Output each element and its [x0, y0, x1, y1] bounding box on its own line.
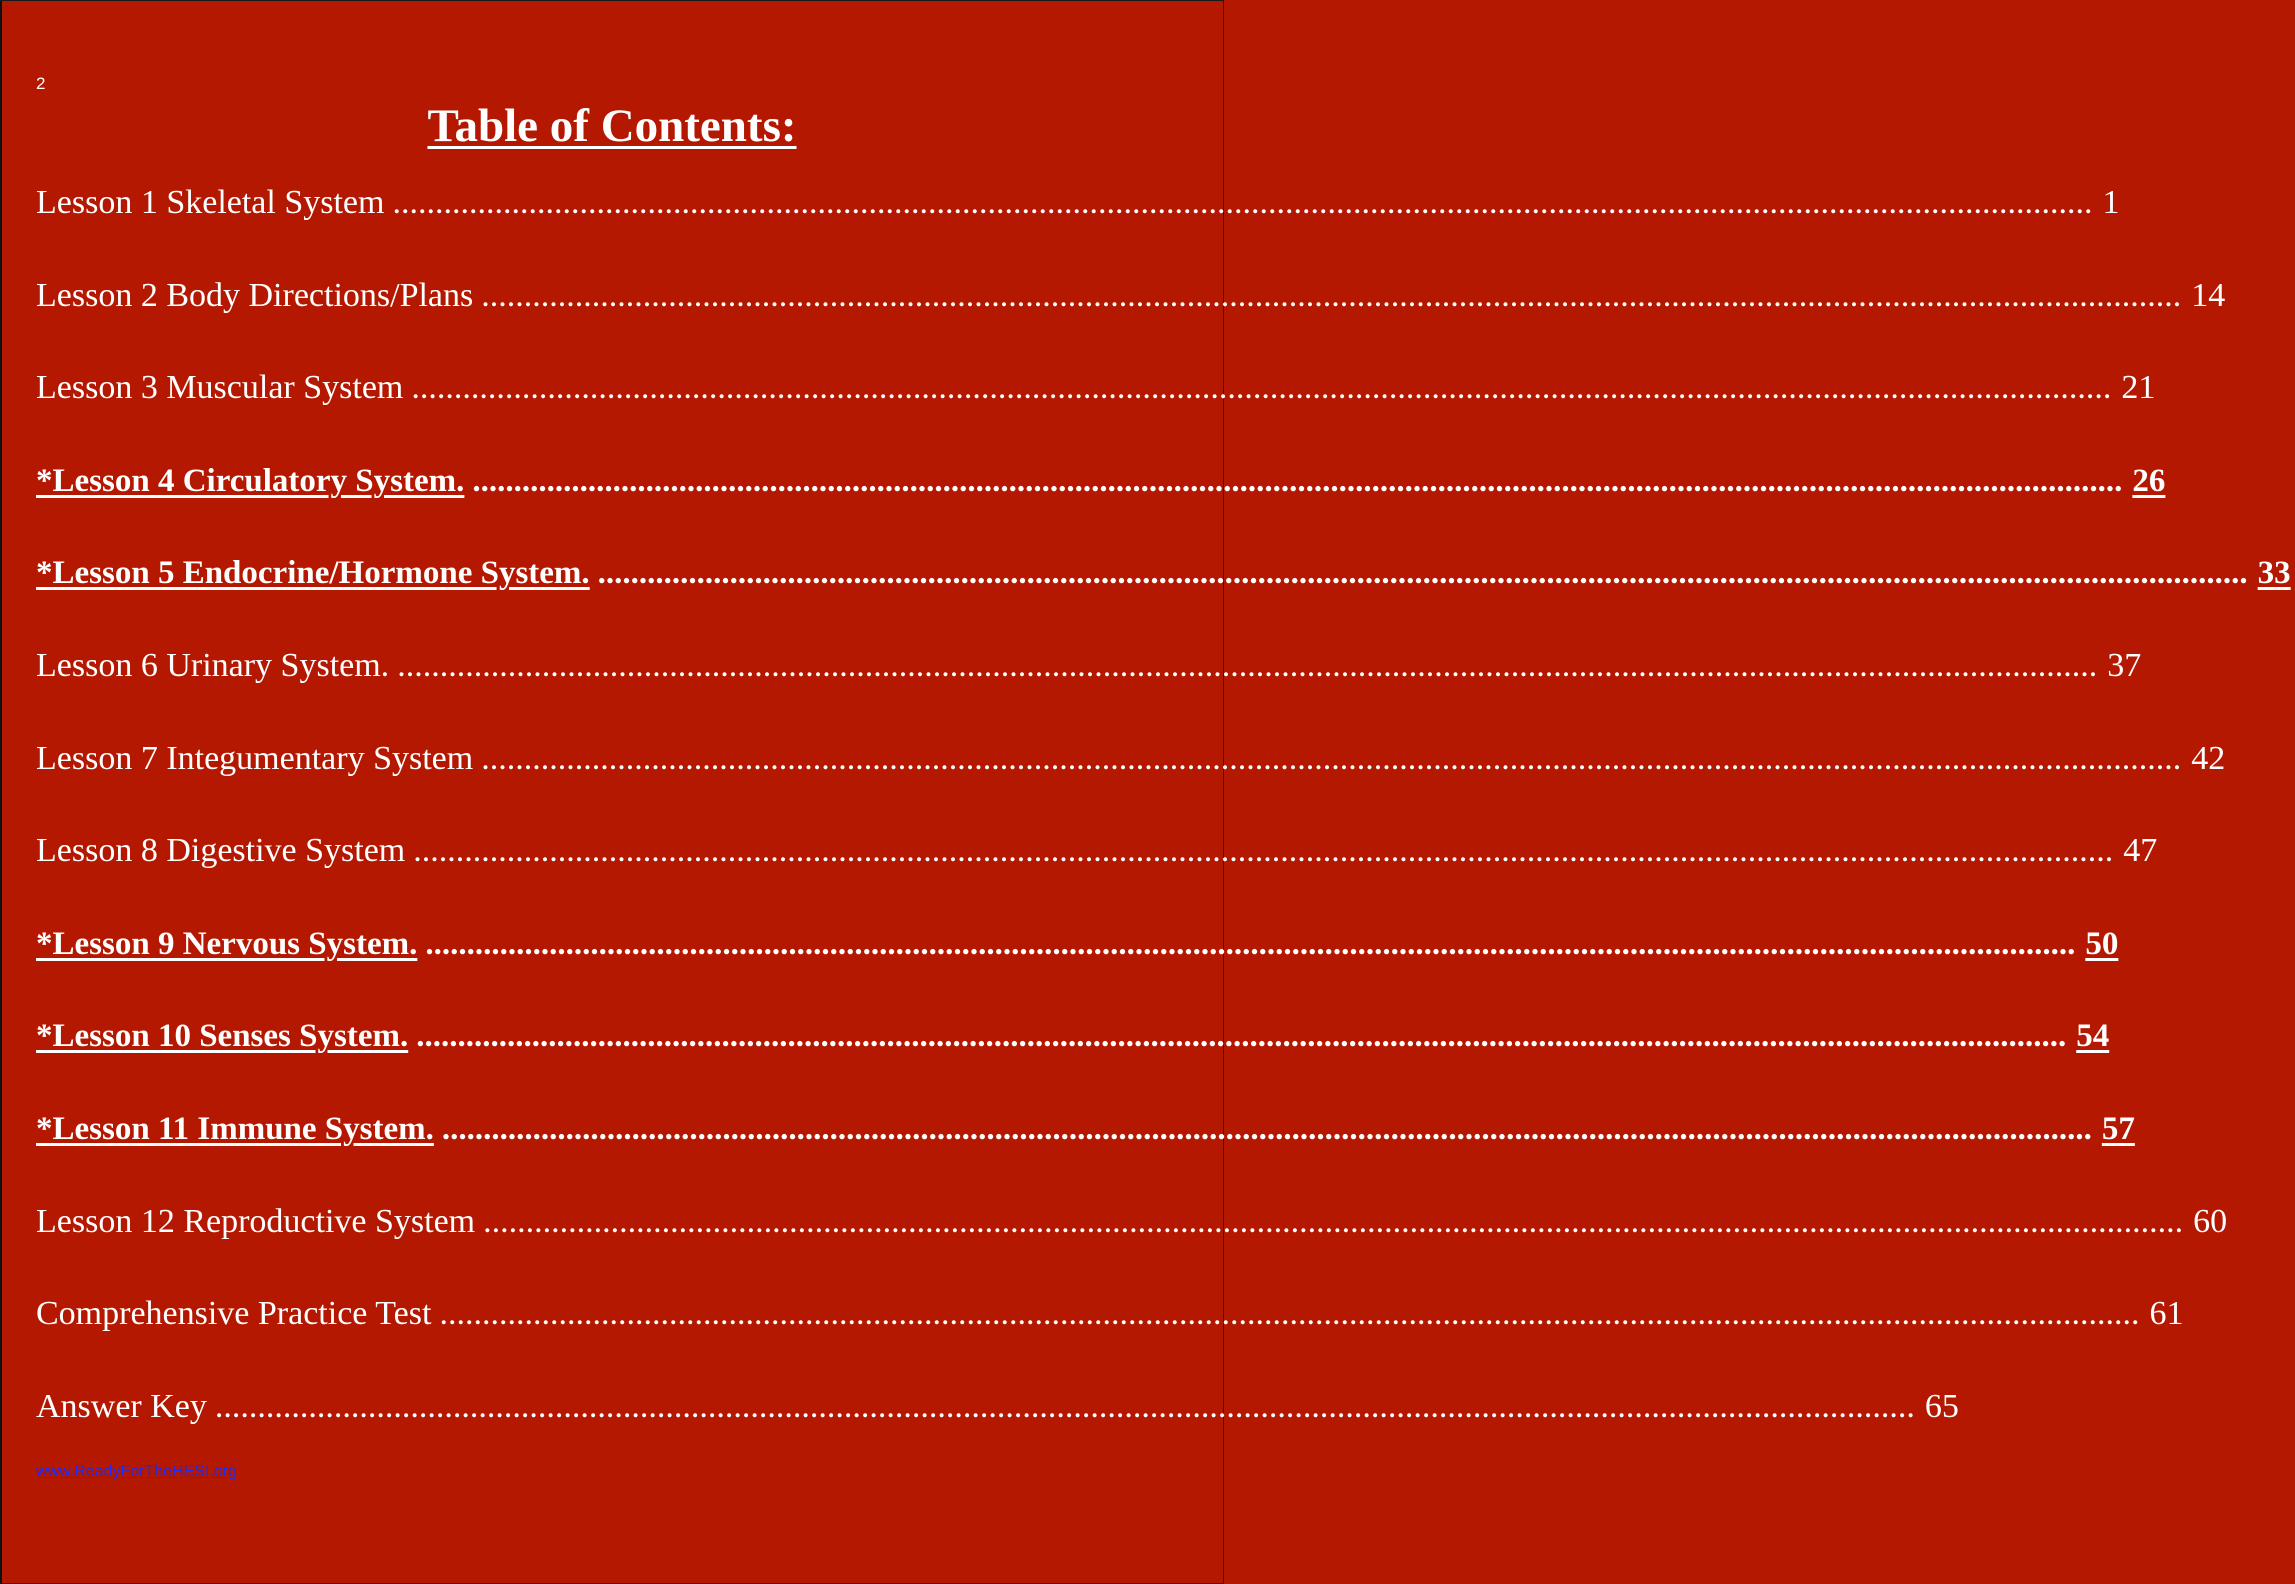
toc-entry-lesson-2[interactable]	[36, 275, 2226, 368]
toc-entry-label: Lesson 7 Integumentary System	[36, 739, 474, 777]
dot-leader: ........................................................................................................................................................................................................	[397, 646, 2098, 684]
dot-leader: ........................................................................................................................................................................................................	[392, 184, 2093, 221]
toc-entry-lesson-6[interactable]	[36, 645, 2142, 738]
toc-entry-label: *Lesson 10 Senses System.	[36, 1018, 409, 1055]
dot-leader: ........................................................................................................................................................................................................	[214, 1387, 1915, 1425]
dot-leader: ........................................................................................................................................................................................................	[481, 739, 2182, 777]
toc-entry-label: Answer Key	[36, 1387, 207, 1425]
toc-entry-label: Lesson 12 Reproductive System	[36, 1202, 476, 1240]
toc-entry-page: 50	[2085, 925, 2119, 962]
toc-entry-label: *Lesson 5 Endocrine/Hormone System.	[36, 555, 590, 592]
toc-entry-lesson-8[interactable]	[36, 830, 2158, 923]
toc-entry-page: 65	[1924, 1387, 1959, 1425]
toc-entry-page: 47	[2123, 832, 2158, 870]
toc-entry-lesson-1[interactable]	[36, 182, 2120, 275]
dot-leader: ........................................................................................................................................................................................................	[439, 1295, 2140, 1333]
dot-leader: ........................................................................................................................................................................................................	[416, 1018, 2067, 1055]
dot-leader: ........................................................................................................................................................................................................	[597, 555, 2248, 592]
page-number: 2	[36, 74, 46, 93]
toc-entry-lesson-5[interactable]	[36, 552, 2291, 645]
toc-entry-lesson-3[interactable]	[36, 367, 2156, 460]
dot-leader: ........................................................................................................................................................................................................	[441, 1110, 2092, 1147]
toc-entry-label: Comprehensive Practice Test	[36, 1295, 432, 1333]
toc-entry-lesson-4[interactable]	[36, 460, 2166, 553]
toc-entry-page: 60	[2193, 1202, 2228, 1240]
dot-leader: ........................................................................................................................................................................................................	[472, 462, 2123, 499]
toc-entry-label: Lesson 3 Muscular System	[36, 369, 404, 407]
toc-entry-page: 1	[2102, 184, 2120, 221]
toc-entry-practice-test[interactable]	[36, 1293, 2184, 1386]
dot-leader: ........................................................................................................................................................................................................	[413, 832, 2114, 870]
toc-entry-page: 14	[2191, 276, 2226, 314]
toc-entry-lesson-11[interactable]	[36, 1108, 2135, 1201]
toc-entry-label: Lesson 8 Digestive System	[36, 832, 406, 870]
toc-entry-label: *Lesson 4 Circulatory System.	[36, 462, 465, 499]
toc-entry-lesson-9[interactable]	[36, 923, 2119, 1016]
toc-entry-page: 57	[2101, 1110, 2135, 1147]
toc-entry-label: Lesson 1 Skeletal System	[36, 184, 385, 221]
dot-leader: ........................................................................................................................................................................................................	[411, 369, 2112, 407]
dot-leader: ........................................................................................................................................................................................................	[481, 276, 2182, 314]
toc-entry-lesson-7[interactable]	[36, 738, 2226, 831]
website-link[interactable]: www.ReadyForTheHESI.org	[36, 1463, 237, 1480]
toc-entry-lesson-12[interactable]	[36, 1201, 2228, 1294]
toc-entry-lesson-10[interactable]	[36, 1015, 2110, 1108]
toc-entry-label: Lesson 2 Body Directions/Plans	[36, 276, 474, 314]
toc-entry-page: 61	[2149, 1295, 2184, 1333]
dot-leader: ........................................................................................................................................................................................................	[483, 1202, 2184, 1240]
toc-entry-label: Lesson 6 Urinary System.	[36, 646, 390, 684]
toc-entry-page: 54	[2076, 1018, 2110, 1055]
table-of-contents	[36, 182, 2291, 1478]
page-title: Table of Contents:	[427, 100, 797, 152]
toc-entry-page: 26	[2132, 462, 2166, 499]
toc-entry-page: 33	[2257, 555, 2291, 592]
toc-entry-label: *Lesson 11 Immune System.	[36, 1110, 434, 1147]
toc-entry-page: 21	[2121, 369, 2156, 407]
toc-entry-label: *Lesson 9 Nervous System.	[36, 925, 418, 962]
toc-entry-page: 37	[2107, 646, 2142, 684]
dot-leader: ........................................................................................................................................................................................................	[425, 925, 2076, 962]
toc-entry-page: 42	[2191, 739, 2226, 777]
